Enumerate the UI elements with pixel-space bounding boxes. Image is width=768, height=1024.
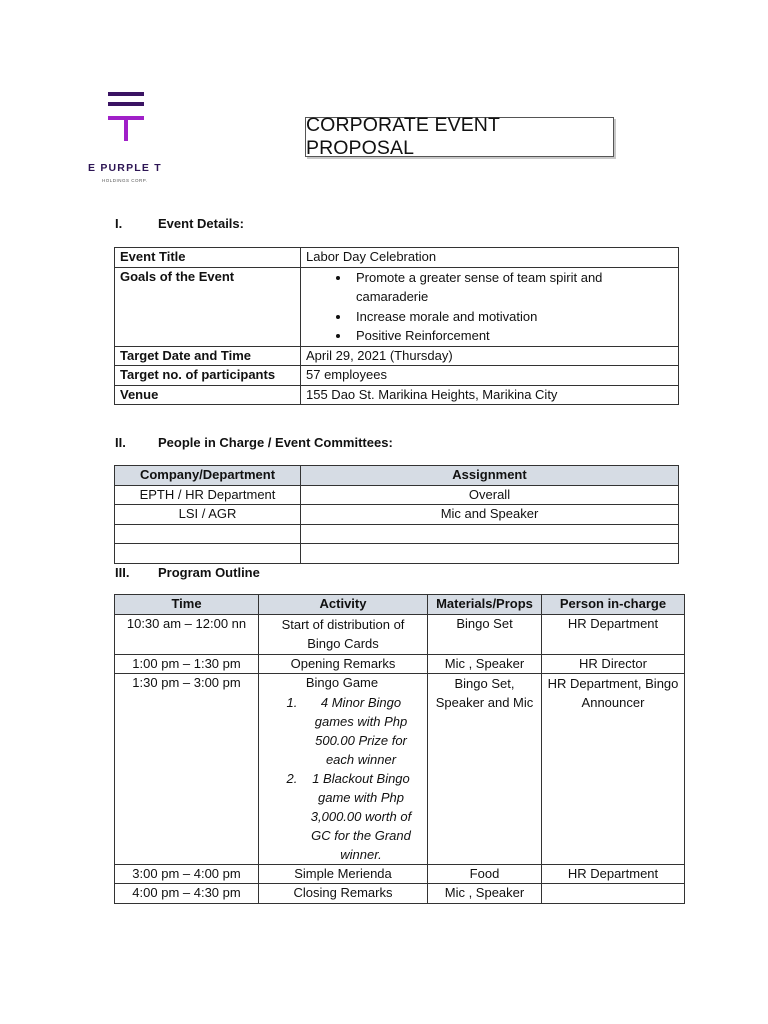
section-program-heading (115, 565, 260, 580)
department-cell (115, 544, 301, 564)
event-details-table (114, 247, 679, 405)
table-row (115, 544, 679, 564)
column-header-time: Time (115, 595, 259, 615)
participants-label: Target no. of participants (115, 366, 301, 386)
goal-item: • Promote a greater sense of team spirit and camaraderie (351, 268, 673, 307)
activity-cell (259, 674, 428, 865)
person-cell: HR Department, Bingo Announcer (542, 674, 685, 865)
event-title-label: Event Title (115, 248, 301, 268)
department-cell: LSI / AGR (115, 505, 301, 525)
column-header-activity: Activity (259, 595, 428, 615)
table-row (115, 505, 679, 525)
table-row (115, 248, 679, 268)
activity-cell: Start of distribution of Bingo Cards (259, 614, 428, 654)
table-row (115, 864, 685, 884)
materials-cell: Bingo Set, Speaker and Mic (428, 674, 542, 865)
table-header-row (115, 595, 685, 615)
assignment-cell: Overall (301, 485, 679, 505)
table-row (115, 614, 685, 654)
time-cell: 1:30 pm – 3:00 pm (115, 674, 259, 865)
column-header-assignment: Assignment (301, 466, 679, 486)
logo-subtitle: HOLDINGS CORP. (102, 178, 148, 183)
section-committees-heading (115, 435, 393, 450)
materials-cell: Mic , Speaker (428, 884, 542, 904)
event-title-value: Labor Day Celebration (301, 248, 679, 268)
target-date-value: April 29, 2021 (Thursday) (301, 346, 679, 366)
materials-cell: Mic , Speaker (428, 654, 542, 674)
person-cell: HR Department (542, 864, 685, 884)
section-number: I. (115, 216, 123, 231)
department-cell (115, 524, 301, 544)
bingo-game-item: 2. 1 Blackout Bingo game with Php 3,000.00 worth of GC for the Grand winner. (301, 769, 421, 864)
section-title: Program Outline (158, 565, 260, 580)
section-title: Event Details: (158, 216, 244, 231)
section-title: People in Charge / Event Committees: (158, 435, 393, 450)
column-header-materials: Materials/Props (428, 595, 542, 615)
table-row (115, 654, 685, 674)
table-row (115, 267, 679, 346)
materials-cell: Food (428, 864, 542, 884)
materials-cell: Bingo Set (428, 614, 542, 654)
activity-cell: Closing Remarks (259, 884, 428, 904)
table-row (115, 385, 679, 405)
target-date-label: Target Date and Time (115, 346, 301, 366)
venue-label: Venue (115, 385, 301, 405)
assignment-cell: Mic and Speaker (301, 505, 679, 525)
activity-title: Bingo Game (305, 675, 379, 690)
company-logo (86, 88, 176, 188)
time-cell: 3:00 pm – 4:00 pm (115, 864, 259, 884)
time-cell: 10:30 am – 12:00 nn (115, 614, 259, 654)
assignment-cell (301, 544, 679, 564)
goals-value (301, 267, 679, 346)
document-title: CORPORATE EVENT PROPOSAL (305, 117, 614, 157)
activity-cell: Opening Remarks (259, 654, 428, 674)
table-header-row (115, 466, 679, 486)
activity-cell: Simple Merienda (259, 864, 428, 884)
table-row (115, 524, 679, 544)
section-number: III. (115, 565, 130, 580)
bingo-games-list (263, 693, 421, 864)
bingo-game-item: 1. 4 Minor Bingo games with Php 500.00 Prize for each winner (301, 693, 421, 769)
section-number: II. (115, 435, 126, 450)
goals-list (306, 268, 673, 346)
person-cell: HR Director (542, 654, 685, 674)
column-header-department: Company/Department (115, 466, 301, 486)
goal-item: • Positive Reinforcement (351, 326, 673, 346)
department-cell: EPTH / HR Department (115, 485, 301, 505)
committees-table (114, 465, 679, 564)
logo-t-stem (124, 119, 128, 141)
section-event-details-heading (115, 216, 244, 231)
participants-value: 57 employees (301, 366, 679, 386)
goal-item: • Increase morale and motivation (351, 307, 673, 327)
venue-value: 155 Dao St. Marikina Heights, Marikina City (301, 385, 679, 405)
logo-bar-top (108, 92, 144, 96)
person-cell: HR Department (542, 614, 685, 654)
logo-name: E PURPLE T (88, 162, 162, 174)
goals-label: Goals of the Event (115, 267, 301, 346)
time-cell: 4:00 pm – 4:30 pm (115, 884, 259, 904)
table-row (115, 674, 685, 865)
table-row (115, 884, 685, 904)
table-row (115, 346, 679, 366)
table-row (115, 366, 679, 386)
assignment-cell (301, 524, 679, 544)
column-header-person: Person in-charge (542, 595, 685, 615)
program-outline-table (114, 594, 685, 904)
table-row (115, 485, 679, 505)
logo-bar-middle (108, 102, 144, 106)
person-cell (542, 884, 685, 904)
time-cell: 1:00 pm – 1:30 pm (115, 654, 259, 674)
